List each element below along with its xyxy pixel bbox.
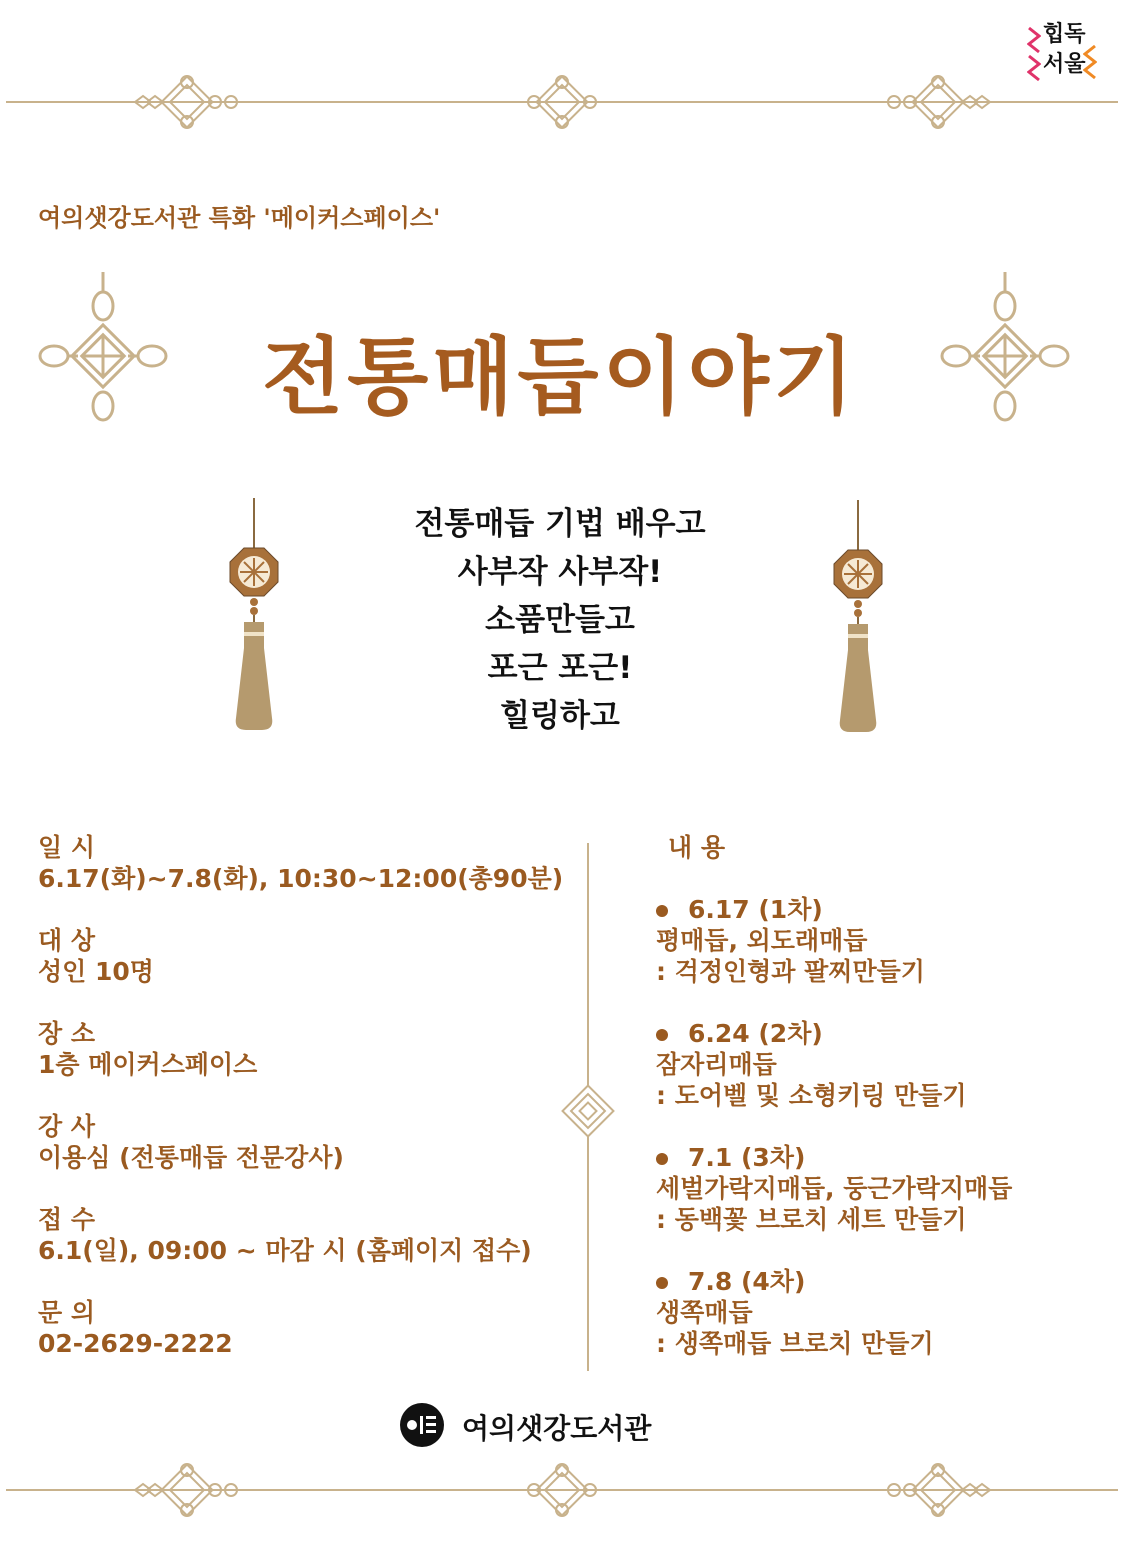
library-logo — [400, 1403, 730, 1449]
info-label: 장 소 — [38, 1019, 96, 1048]
knot-ornament-icon — [125, 1462, 245, 1518]
info-value: 이용심 (전통매듭 전문강사) — [38, 1143, 344, 1172]
session-knot: 잠자리매듭 — [656, 1050, 777, 1079]
info-label: 문 의 — [38, 1298, 96, 1327]
session-desc: : 동백꽃 브로치 세트 만들기 — [656, 1205, 967, 1234]
session-item — [656, 1266, 1096, 1359]
knot-ornament-icon — [522, 74, 602, 130]
bullet-icon — [656, 1153, 668, 1165]
library-name: 여의샛강도서관 — [462, 1412, 652, 1445]
session-knot: 세벌가락지매듭, 둥근가락지매듭 — [656, 1174, 1013, 1203]
session-desc: : 생쪽매듭 브로치 만들기 — [656, 1329, 934, 1358]
library-emblem-icon — [400, 1403, 444, 1447]
session-item — [656, 894, 1096, 987]
slogan-line: 포근 포근! — [487, 650, 633, 686]
bullet-icon — [656, 1277, 668, 1289]
slogan-line: 사부작 사부작! — [457, 554, 663, 590]
info-label: 강 사 — [38, 1112, 96, 1141]
info-value: 1층 메이커스페이스 — [38, 1050, 258, 1079]
session-date: 7.8 (4차) — [688, 1267, 806, 1296]
info-value: 02-2629-2222 — [38, 1329, 233, 1358]
knot-ornament-icon — [880, 1462, 1000, 1518]
session-desc: : 도어벨 및 소형키링 만들기 — [656, 1081, 967, 1110]
program-content — [656, 832, 1096, 1390]
right-tassel-icon — [826, 500, 890, 736]
seoul-logo-line1: 힙독 — [1043, 22, 1086, 47]
slogan-line: 소품만들고 — [485, 602, 635, 638]
knot-ornament-icon — [125, 74, 245, 130]
slogan-line: 힐링하고 — [500, 698, 620, 734]
info-contact — [38, 1297, 578, 1359]
knot-ornament-icon — [522, 1462, 602, 1518]
page-subtitle: 여의샛강도서관 특화 '메이커스페이스' — [38, 204, 441, 232]
info-date — [38, 832, 578, 894]
info-value: 6.17(화)~7.8(화), 10:30~12:00(총90분) — [38, 864, 564, 893]
slogan — [300, 500, 820, 740]
info-label: 일 시 — [38, 833, 96, 862]
session-knot: 생쪽매듭 — [656, 1298, 753, 1327]
page-title: 전통매듭이야기 — [261, 328, 858, 426]
divider-knot-icon — [561, 1076, 615, 1146]
info-instructor — [38, 1111, 578, 1173]
info-value: 성인 10명 — [38, 957, 154, 986]
session-desc: : 걱정인형과 팔찌만들기 — [656, 957, 925, 986]
bullet-icon — [656, 1029, 668, 1041]
info-label: 대 상 — [38, 926, 96, 955]
content-heading: 내 용 — [668, 833, 726, 862]
seoul-logo-line2: 서울 — [1043, 52, 1086, 77]
session-date: 6.24 (2차) — [688, 1019, 823, 1048]
left-knot-icon — [38, 270, 168, 430]
info-value: 6.1(일), 09:00 ~ 마감 시 (홈페이지 접수) — [38, 1236, 532, 1265]
seoul-logo — [1027, 18, 1097, 90]
session-item — [656, 1142, 1096, 1235]
right-knot-icon — [940, 270, 1070, 430]
event-info — [38, 832, 578, 1390]
info-place — [38, 1018, 578, 1080]
info-target — [38, 925, 578, 987]
knot-ornament-icon — [880, 74, 1000, 130]
left-tassel-icon — [222, 498, 286, 734]
bullet-icon — [656, 905, 668, 917]
info-label: 접 수 — [38, 1205, 96, 1234]
session-date: 7.1 (3차) — [688, 1143, 806, 1172]
session-date: 6.17 (1차) — [688, 895, 823, 924]
slogan-line: 전통매듭 기법 배우고 — [414, 506, 706, 542]
session-item — [656, 1018, 1096, 1111]
info-registration — [38, 1204, 578, 1266]
session-knot: 평매듭, 외도래매듭 — [656, 926, 868, 955]
